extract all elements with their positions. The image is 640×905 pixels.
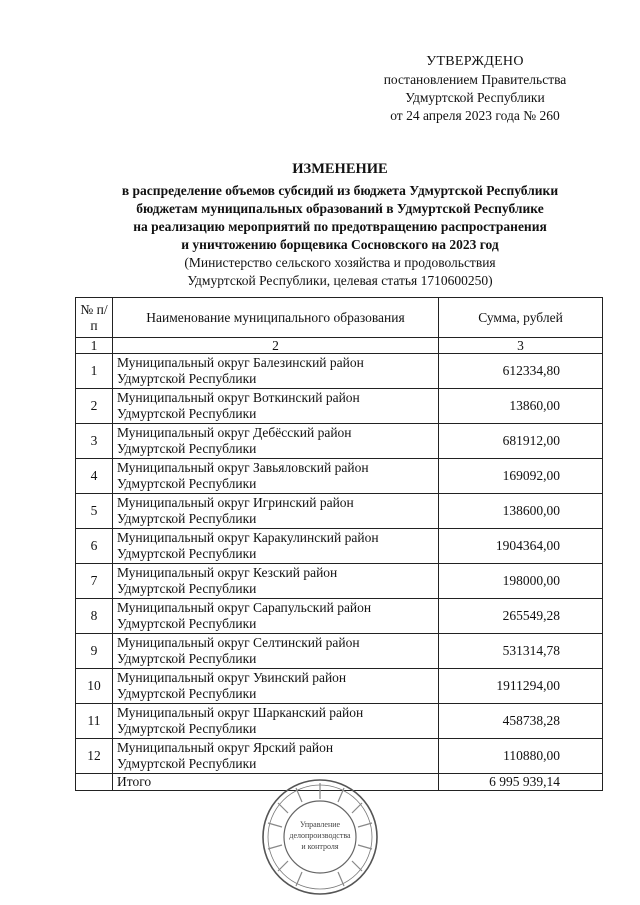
- row-name: [113, 354, 439, 389]
- row-num: 6: [76, 529, 113, 564]
- row-name-line: Удмуртской Республики: [117, 756, 257, 771]
- document-title-block: [40, 160, 640, 290]
- subsidy-table: [75, 297, 603, 791]
- row-num: 5: [76, 494, 113, 529]
- index-row: [76, 338, 603, 354]
- row-sum: 169092,00: [439, 459, 603, 494]
- table-row: [76, 669, 603, 704]
- row-num: 12: [76, 739, 113, 774]
- title-line: и уничтожению борщевика Сосновского на 2023 год: [181, 237, 499, 252]
- row-name-line: Удмуртской Республики: [117, 546, 257, 561]
- row-num: 9: [76, 634, 113, 669]
- row-name: [113, 529, 439, 564]
- total-label: Итого: [113, 774, 439, 791]
- table-row: [76, 704, 603, 739]
- title-line: на реализацию мероприятий по предотвращению распространения: [133, 219, 547, 234]
- row-num: 3: [76, 424, 113, 459]
- seal-text: Управление: [299, 820, 341, 829]
- row-name-line: Удмуртской Республики: [117, 686, 257, 701]
- table-row: [76, 459, 603, 494]
- index-cell: 2: [113, 338, 439, 354]
- table-header-row: [76, 298, 603, 338]
- row-num: 10: [76, 669, 113, 704]
- row-sum: 1911294,00: [439, 669, 603, 704]
- table-row: [76, 564, 603, 599]
- total-sum: 6 995 939,14: [439, 774, 603, 791]
- index-cell: 3: [439, 338, 603, 354]
- header-name: Наименование муниципального образования: [113, 298, 439, 338]
- row-sum: 681912,00: [439, 424, 603, 459]
- official-seal: [260, 777, 380, 897]
- row-name: [113, 599, 439, 634]
- row-name: [113, 634, 439, 669]
- index-cell: 1: [76, 338, 113, 354]
- table-row: [76, 529, 603, 564]
- table-row: [76, 494, 603, 529]
- row-name-line: Удмуртской Республики: [117, 371, 257, 386]
- row-sum: 138600,00: [439, 494, 603, 529]
- approval-line: Удмуртской Республики: [405, 90, 545, 105]
- table-row: [76, 424, 603, 459]
- row-name-line: Муниципальный округ Сарапульский район: [117, 600, 372, 615]
- row-sum: 531314,78: [439, 634, 603, 669]
- row-name-line: Муниципальный округ Шарканский район: [117, 705, 364, 720]
- row-name-line: Муниципальный округ Ярский район: [117, 740, 334, 755]
- row-name-line: Муниципальный округ Воткинский район: [117, 390, 360, 405]
- title-line: в распределение объемов субсидий из бюджета Удмуртской Республики: [121, 183, 559, 198]
- row-name: [113, 459, 439, 494]
- row-name: [113, 389, 439, 424]
- title-line: бюджетам муниципальных образований в Удмуртской Республике: [136, 201, 544, 216]
- table-row: [76, 739, 603, 774]
- row-num: 11: [76, 704, 113, 739]
- row-sum: 13860,00: [439, 389, 603, 424]
- row-name-line: Муниципальный округ Игринский район: [117, 495, 354, 510]
- row-num: 4: [76, 459, 113, 494]
- table-row: [76, 389, 603, 424]
- subtitle-line: (Министерство сельского хозяйства и продовольствия: [184, 255, 496, 270]
- row-name-line: Удмуртской Республики: [117, 511, 257, 526]
- table-row: [76, 354, 603, 389]
- table-row: [76, 634, 603, 669]
- row-sum: 198000,00: [439, 564, 603, 599]
- row-name-line: Муниципальный округ Балезинский район: [117, 355, 364, 370]
- row-name-line: Муниципальный округ Селтинский район: [117, 635, 360, 650]
- row-name: [113, 424, 439, 459]
- row-name-line: Удмуртской Республики: [117, 651, 257, 666]
- row-sum: 1904364,00: [439, 529, 603, 564]
- row-num: 7: [76, 564, 113, 599]
- row-name-line: Муниципальный округ Дебёсский район: [117, 425, 352, 440]
- row-num: 8: [76, 599, 113, 634]
- row-name-line: Муниципальный округ Кезский район: [117, 565, 338, 580]
- row-num: 2: [76, 389, 113, 424]
- row-name: [113, 739, 439, 774]
- row-num: 1: [76, 354, 113, 389]
- row-name: [113, 669, 439, 704]
- approval-line: от 24 апреля 2023 года № 260: [390, 108, 560, 123]
- approval-heading: УТВЕРЖДЕНО: [426, 54, 524, 69]
- table-row: [76, 599, 603, 634]
- seal-text: делопроизводства: [289, 831, 351, 840]
- subtitle-line: Удмуртской Республики, целевая статья 1710600250): [187, 273, 493, 288]
- approval-line: постановлением Правительства: [383, 72, 567, 87]
- row-name-line: Муниципальный округ Каракулинский район: [117, 530, 379, 545]
- approval-block: [330, 53, 620, 125]
- row-name-line: Муниципальный округ Завьяловский район: [117, 460, 369, 475]
- row-sum: 265549,28: [439, 599, 603, 634]
- row-name: [113, 564, 439, 599]
- row-name-line: Удмуртской Республики: [117, 616, 257, 631]
- seal-text: и контроля: [301, 842, 339, 851]
- row-name-line: Удмуртской Республики: [117, 406, 257, 421]
- row-sum: 612334,80: [439, 354, 603, 389]
- header-num: № п/п: [76, 298, 113, 338]
- row-name-line: Удмуртской Республики: [117, 581, 257, 596]
- row-sum: 458738,28: [439, 704, 603, 739]
- row-name-line: Муниципальный округ Увинский район: [117, 670, 347, 685]
- header-sum: Сумма, рублей: [439, 298, 603, 338]
- row-name: [113, 704, 439, 739]
- row-name-line: Удмуртской Республики: [117, 441, 257, 456]
- row-sum: 110880,00: [439, 739, 603, 774]
- row-name-line: Удмуртской Республики: [117, 476, 257, 491]
- row-name: [113, 494, 439, 529]
- document-title: ИЗМЕНЕНИЕ: [292, 161, 388, 177]
- row-name-line: Удмуртской Республики: [117, 721, 257, 736]
- total-num: [76, 774, 113, 791]
